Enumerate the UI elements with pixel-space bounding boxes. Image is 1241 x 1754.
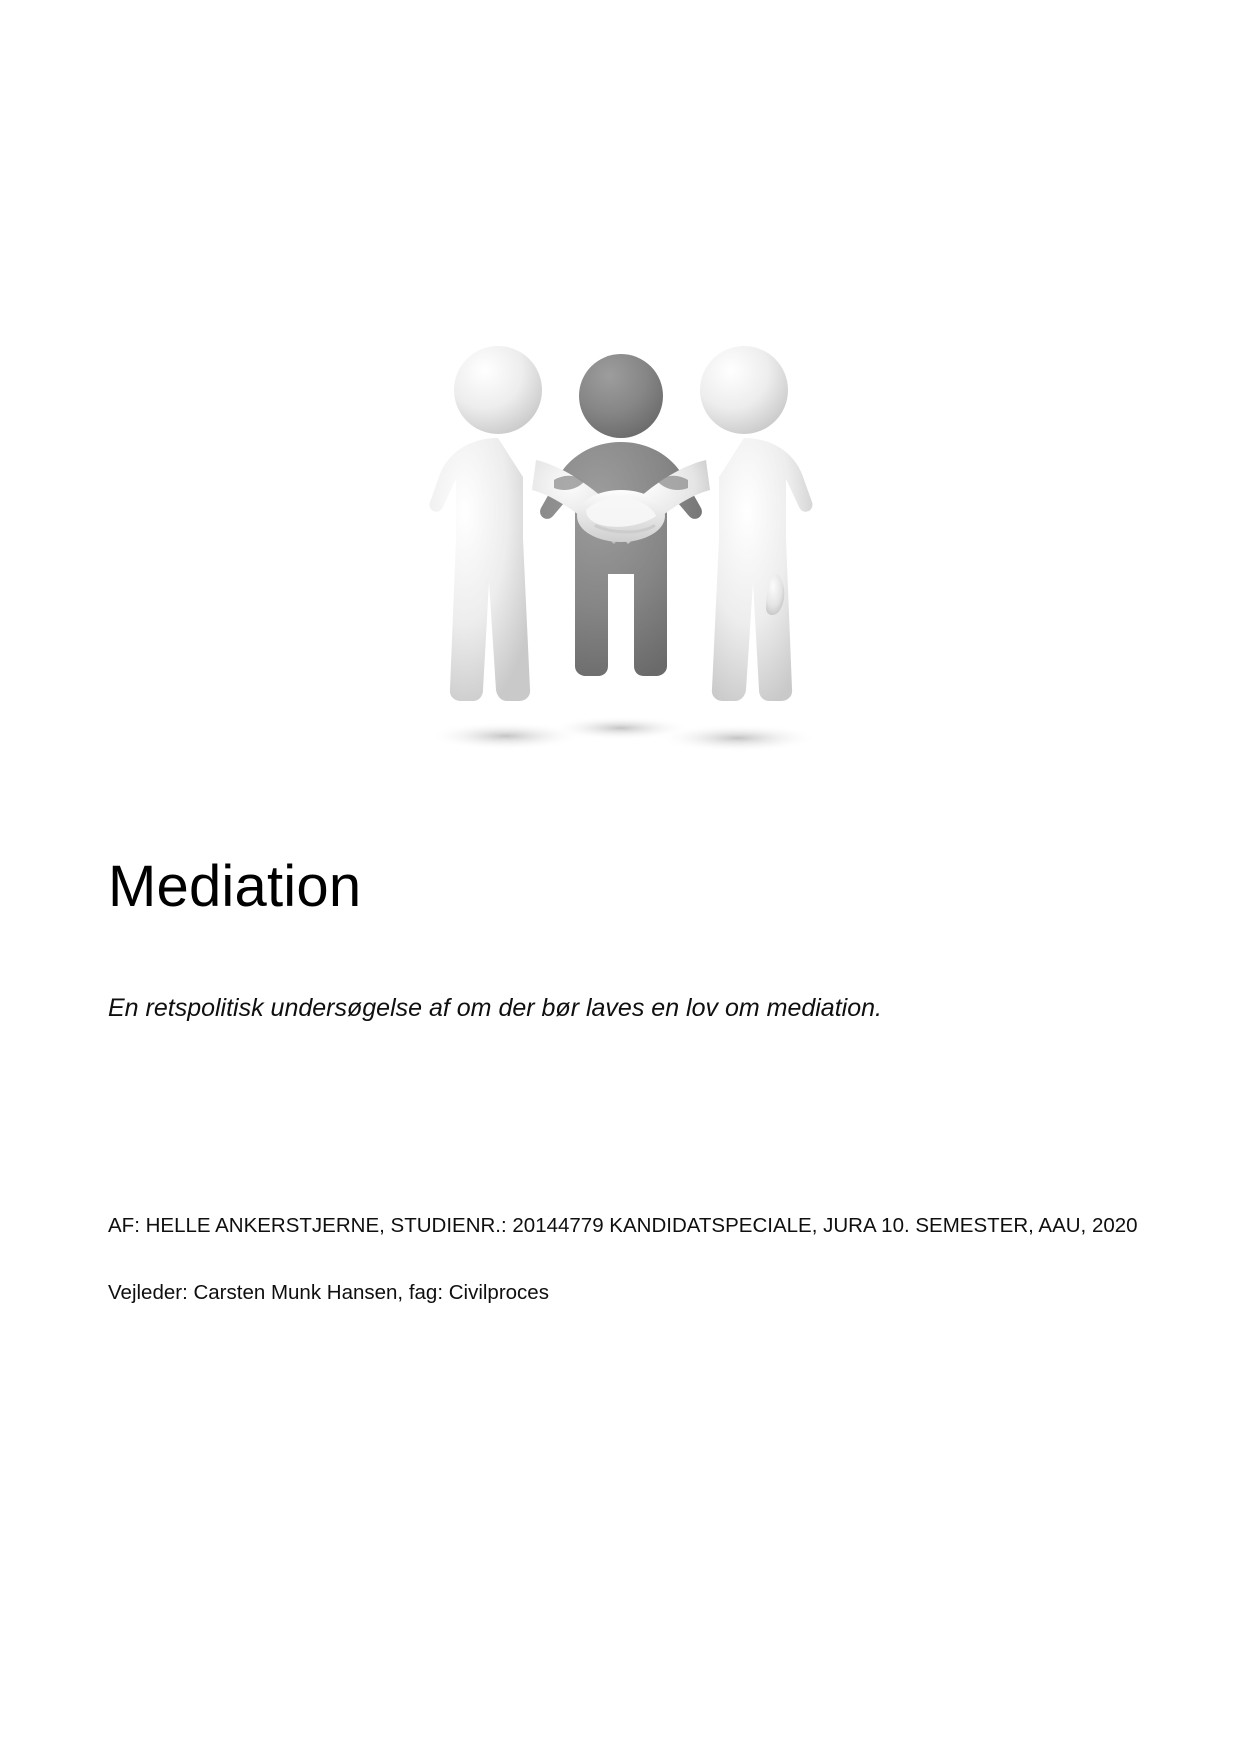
title-block [108,855,1133,1026]
author-meta-block [108,1205,1141,1313]
page-title: Mediation [108,854,362,919]
cover-image [386,330,856,760]
author-line: AF: HELLE ANKERSTJERNE, STUDIENR.: 20144779 KANDIDATSPECIALE, JURA 10. SEMESTER, AAU, 2020 [108,1214,1138,1237]
supervisor-line: Vejleder: Carsten Munk Hansen, fag: Civilproces [108,1281,549,1304]
page-subtitle: En retspolitisk undersøgelse af om der bør laves en lov om mediation. [108,993,882,1022]
